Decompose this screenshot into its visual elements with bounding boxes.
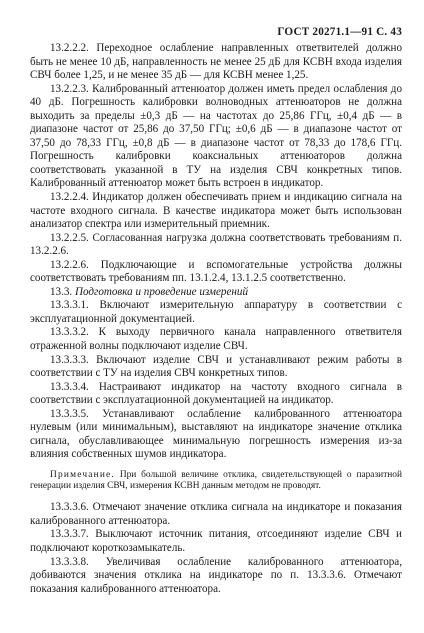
note [30,470,402,492]
paragraph-13-3-3-6: 13.3.3.6. Отмечают значение отклика сигнала на индикаторе и показания калиброванного аттенюатора. [30,501,402,527]
paragraph-13-3-3-3: 13.3.3.3. Включают изделие СВЧ и устанавливают режим работы в соответствии с ТУ на изделия СВЧ конкретных типов. [30,353,402,380]
paragraph-13-3-3-2: 13.3.3.2. К выходу первичного канала направленного ответвителя отраженной волны подключают изделие СВЧ. [30,326,402,353]
page-body [30,42,402,596]
paragraph-13-3-3-8: 13.3.3.8. Увеличивая ослабление калиброванного аттенюатора, добиваются значения отклика на индикаторе по п. 13.3.3.6. Отмечают показания калиброванного аттенюатора. [30,555,402,595]
note-text: При большой величине отклика, свидетельствующей о паразитной генерации изделия СВЧ, измерения КСВН данным методом не проводят. [30,469,403,492]
paragraph-13-2-2-2: 13.2.2.2. Переходное ослабление направленных ответвителей должно быть не менее 10 дБ, направленность не менее 25 дБ для КСВН входа изделия СВЧ более 1,25, и не менее 35 дБ — для КСВН менее 1,25. [30,42,402,82]
paragraph-13-2-2-3: 13.2.2.3. Калиброванный аттенюатор должен иметь предел ослабления до 40 дБ. Погрешность калибровки волноводных аттенюаторов не должна выходить за пределы ±0,3 дБ — на частотах до 25,86 ГГц, ±0,4 дБ — в диапазоне частот от 25,86 до 37,50 ГГц; ±0,6 дБ — в диапазоне частот от 37,50 до 78,33 ГГц, ±0,8 дБ — в диапазоне частот от 78,33 до 178,6 ГГц. Погрешность калибровки коаксиальных аттенюаторов должна соответствовать указанной в ТУ на изделия СВЧ конкретных типов. Калиброванный аттенюатор может быть встроен в индикатор. [30,82,402,190]
paragraph-13-2-2-6: 13.2.2.6. Подключающие и вспомогательные устройства должны соответствовать требованиям пп. 13.1.2.4, 13.1.2.5 соответственно. [30,258,402,285]
paragraph-13-2-2-5: 13.2.2.5. Согласованная нагрузка должна соответствовать требованиям п. 13.2.2.6. [30,231,402,258]
section-heading [30,286,402,300]
paragraph-13-3-3-1: 13.3.3.1. Включают измерительную аппаратуру в соответствии с эксплуатационной документацией. [30,299,402,325]
page-header: ГОСТ 20271.1—91 С. 43 [277,26,402,38]
section-number: 13.3. [50,285,73,298]
section-title: Подготовка и проведение измерений [74,285,248,298]
paragraph-13-3-3-5: 13.3.3.5. Устанавливают ослабление калиброванного аттенюатора нулевым (или минимальным), выставляют на индикаторе значение отклика сигнала, обуславливающее минимальную погрешность измерения из-за влияния собственных шумов индикатора. [30,407,402,461]
paragraph-13-3-3-7: 13.3.3.7. Выключают источник питания, отсоединяют изделие СВЧ и подключают короткозамыкатель. [30,528,402,554]
paragraph-13-2-2-4: 13.2.2.4. Индикатор должен обеспечивать прием и индикацию сигнала на частоте входного сигнала. В качестве индикатора может быть использован анализатор спектра или измерительный приемник. [30,191,402,231]
paragraph-13-3-3-4: 13.3.3.4. Настраивают индикатор на частоту входного сигнала в соответствии с эксплуатационной документацией на индикатор. [30,380,402,407]
note-label: Примечание. [50,469,115,480]
